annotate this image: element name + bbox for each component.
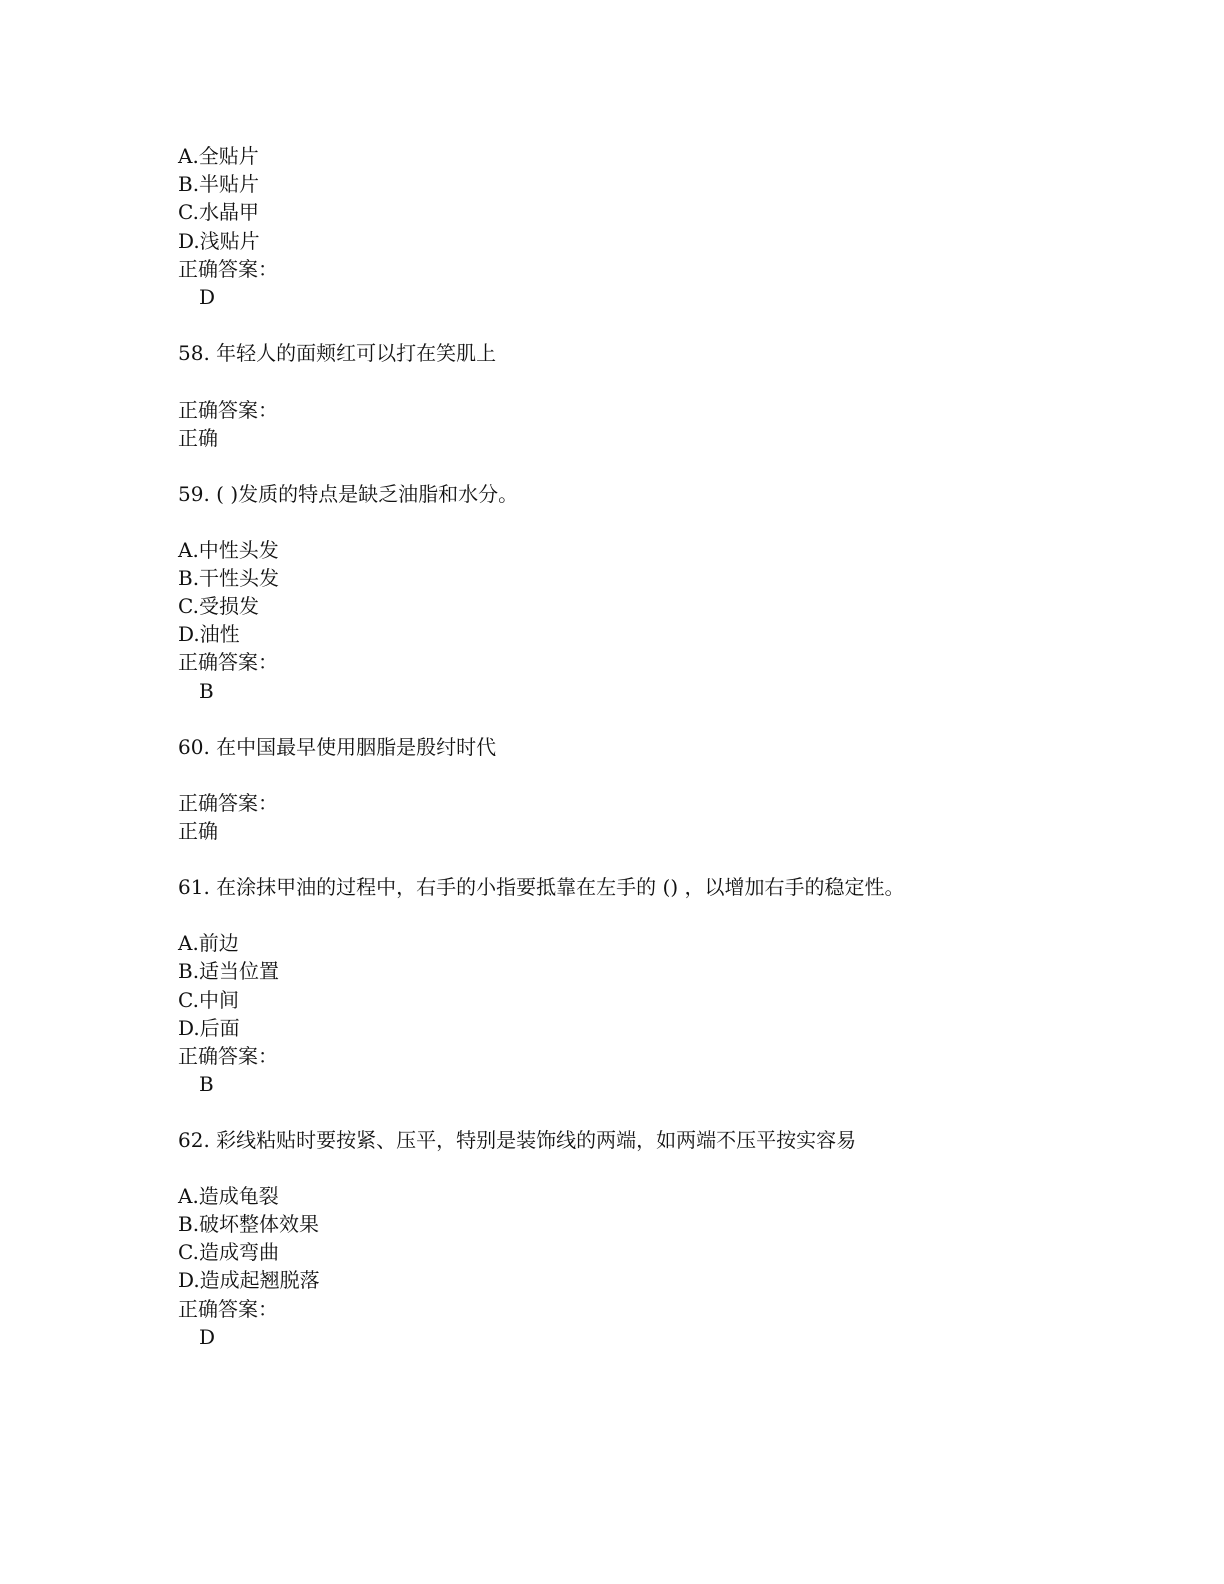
q62-option-b: B.破坏整体效果 xyxy=(178,1212,320,1236)
q62-answer: D xyxy=(199,1325,216,1349)
q60-question: 60. 在中国最早使用胭脂是殷纣时代 xyxy=(178,735,497,759)
q61-option-d: D.后面 xyxy=(178,1016,240,1040)
q59-answer: B xyxy=(199,679,214,703)
q62-question: 62. 彩线粘贴时要按紧、压平，特别是装饰线的两端，如两端不压平按实容易 xyxy=(178,1128,857,1152)
q58-answer: 正确 xyxy=(178,426,218,450)
q61-option-a: A.前边 xyxy=(178,931,239,955)
q62-option-c: C.造成弯曲 xyxy=(178,1240,279,1264)
q59-option-c: C.受损发 xyxy=(178,594,259,618)
q57-option-d: D.浅贴片 xyxy=(178,229,260,253)
q57-option-c: C.水晶甲 xyxy=(178,200,259,224)
q57-answer-label: 正确答案： xyxy=(178,257,278,281)
q62-option-a: A.造成龟裂 xyxy=(178,1184,279,1208)
q61-answer: B xyxy=(199,1072,214,1096)
q59-question: 59. ( )发质的特点是缺乏油脂和水分。 xyxy=(178,482,519,506)
q58-answer-label: 正确答案： xyxy=(178,398,278,422)
q61-option-b: B.适当位置 xyxy=(178,959,280,983)
q61-option-c: C.中间 xyxy=(178,988,239,1012)
q62-answer-label: 正确答案： xyxy=(178,1297,278,1321)
q61-answer-label: 正确答案： xyxy=(178,1044,278,1068)
q57-option-a: A.全贴片 xyxy=(178,144,259,168)
q57-answer: D xyxy=(199,285,216,309)
q61-question: 61. 在涂抹甲油的过程中，右手的小指要抵靠在左手的 () ，以增加右手的稳定性。 xyxy=(178,875,905,899)
q59-option-d: D.油性 xyxy=(178,622,240,646)
q60-answer-label: 正确答案： xyxy=(178,791,278,815)
q58-question: 58. 年轻人的面颊红可以打在笑肌上 xyxy=(178,341,497,365)
q60-answer: 正确 xyxy=(178,819,218,843)
q59-option-a: A.中性头发 xyxy=(178,538,279,562)
q59-answer-label: 正确答案： xyxy=(178,650,278,674)
q62-option-d: D.造成起翘脱落 xyxy=(178,1268,320,1292)
q59-option-b: B.干性头发 xyxy=(178,566,280,590)
q57-option-b: B.半贴片 xyxy=(178,172,260,196)
